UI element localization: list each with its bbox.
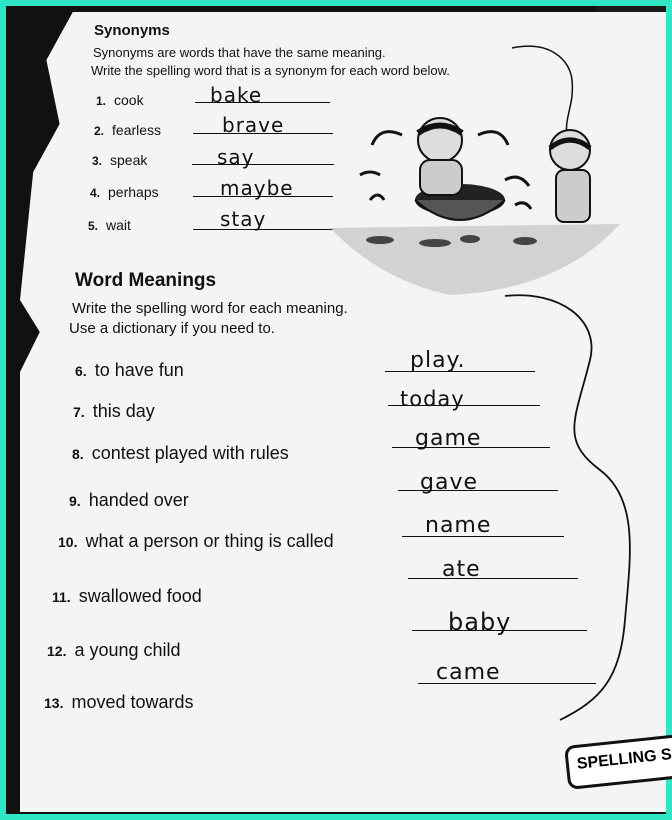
synonym-word: cook — [114, 92, 144, 108]
synonyms-title: Synonyms — [94, 22, 170, 39]
handwritten-answer: came — [436, 660, 501, 685]
handwritten-answer: gave — [420, 470, 479, 495]
meaning-text: what a person or thing is called — [85, 531, 334, 551]
item-number: 10. — [58, 534, 78, 550]
handwritten-answer: stay — [220, 207, 267, 231]
meanings-instruction-1: Write the spelling word for each meaning. — [72, 300, 348, 317]
handwritten-answer: brave — [222, 113, 285, 137]
item-number: 12. — [47, 643, 67, 659]
meaning-row — [73, 401, 155, 422]
meanings-title: Word Meanings — [75, 270, 217, 291]
synonym-word: speak — [110, 152, 148, 168]
item-number: 9. — [69, 493, 81, 509]
meaning-text: to have fun — [94, 360, 184, 380]
meaning-row — [58, 531, 334, 552]
handwritten-answer: play. — [410, 348, 466, 373]
meaning-row — [44, 692, 194, 713]
handwritten-answer: say — [217, 145, 255, 169]
handwritten-answer: ate — [442, 557, 481, 582]
handwritten-answer: baby — [448, 608, 512, 636]
synonym-word: perhaps — [108, 184, 159, 200]
item-number: 8. — [72, 446, 84, 462]
item-number: 13. — [44, 695, 64, 711]
item-number: 3. — [92, 154, 103, 168]
meaning-row — [52, 586, 202, 607]
item-number: 7. — [73, 404, 85, 420]
answer-line — [408, 578, 578, 579]
badge-label: SPELLING S — [576, 746, 672, 773]
item-number: 6. — [75, 363, 87, 379]
synonyms-instruction-1: Synonyms are words that have the same meaning. — [93, 45, 386, 60]
meaning-row — [69, 490, 189, 511]
item-number: 5. — [88, 219, 99, 233]
handwritten-answer: maybe — [220, 176, 294, 200]
handwritten-answer: name — [425, 513, 492, 538]
meaning-text: handed over — [88, 490, 189, 510]
meaning-text: this day — [92, 401, 155, 421]
item-number: 1. — [96, 94, 107, 108]
synonym-word: wait — [106, 217, 131, 233]
meaning-text: moved towards — [71, 692, 194, 712]
meaning-text: contest played with rules — [91, 443, 289, 463]
item-number: 4. — [90, 186, 101, 200]
meaning-text: a young child — [74, 640, 181, 660]
handwritten-answer: bake — [210, 83, 263, 107]
handwritten-answer: today — [400, 387, 465, 411]
meaning-row — [75, 360, 184, 381]
item-number: 11. — [52, 589, 71, 605]
synonyms-instruction-2: Write the spelling word that is a synonym for each word below. — [91, 63, 450, 78]
meaning-row — [47, 640, 181, 661]
meaning-text: swallowed food — [78, 586, 202, 606]
synonym-word: fearless — [112, 122, 162, 138]
meanings-instruction-2: Use a dictionary if you need to. — [69, 320, 275, 337]
handwritten-answer: game — [415, 426, 482, 451]
item-number: 2. — [94, 124, 105, 138]
meaning-row — [72, 443, 289, 464]
